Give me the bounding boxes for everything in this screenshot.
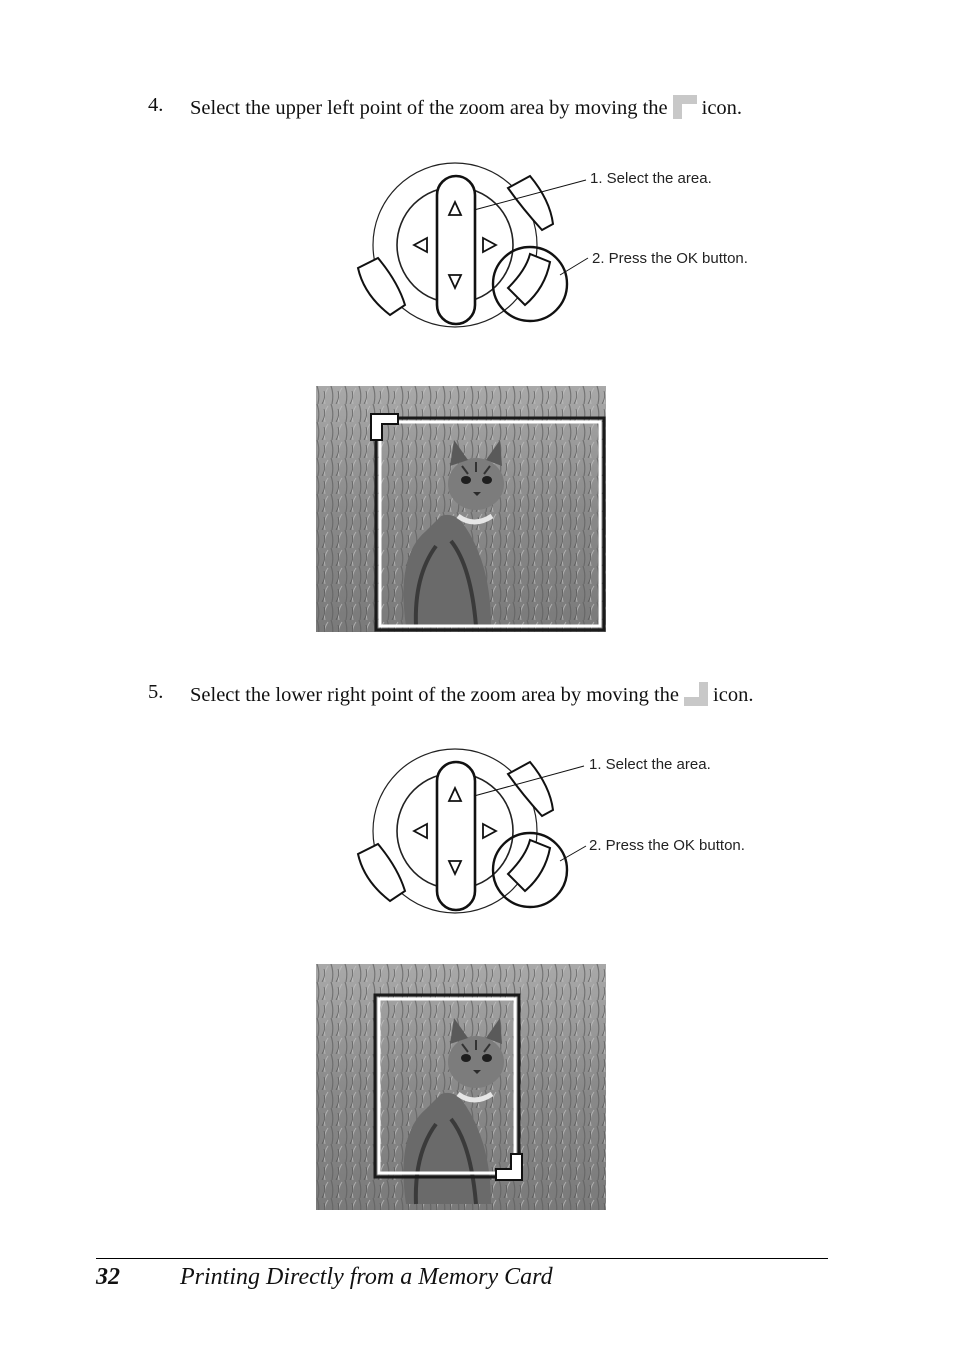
step-text [190,682,753,706]
step-text-before: Select the upper left point of the zoom area by moving the [190,97,668,119]
page-number: 32 [96,1264,120,1290]
upper-left-corner-icon [673,95,697,119]
control-panel-diagram [350,746,590,921]
step-number: 4. [148,94,164,116]
cat-photo [316,964,606,1210]
lower-right-corner-icon [684,682,708,706]
step-text-after: icon. [701,97,743,119]
cat-photo [316,386,606,632]
callout-press-ok: 2. Press the OK button. [589,837,745,854]
callout-press-ok: 2. Press the OK button. [592,250,748,267]
callout-select-area: 1. Select the area. [589,756,711,773]
control-panel-diagram [350,160,590,335]
callout-select-area: 1. Select the area. [590,170,712,187]
step-number: 5. [148,681,164,703]
step-text-after: icon. [713,684,754,706]
chapter-title: Printing Directly from a Memory Card [180,1264,553,1290]
footer-rule [96,1258,828,1259]
step-text [190,95,742,119]
step-text-before: Select the lower right point of the zoom area by moving the [190,684,680,706]
